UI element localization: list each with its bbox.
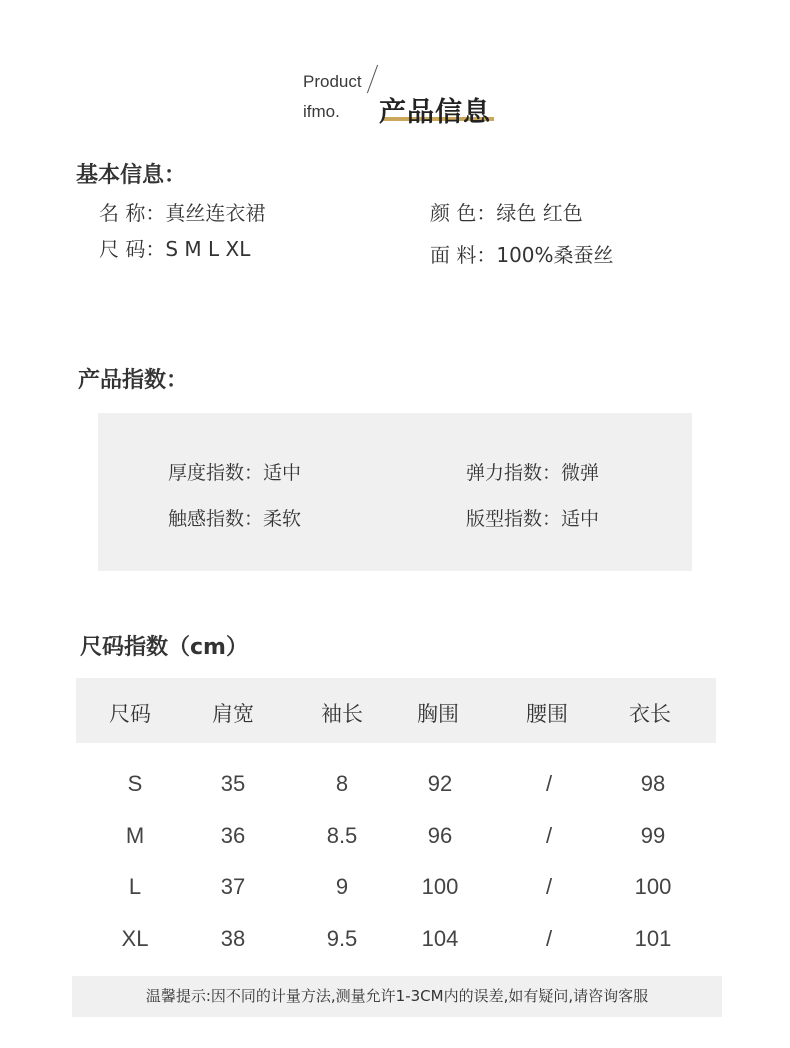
table-cell: 35 [220, 771, 246, 796]
table-cell: / [545, 822, 553, 848]
page-title: 产品信息 [379, 97, 491, 128]
table-cell: 36 [220, 822, 246, 848]
product-index-title: 产品指数： [78, 368, 189, 393]
header-cell-shoulder: 肩宽 [212, 702, 254, 726]
size-table [76, 678, 716, 961]
table-cell: 98 [640, 771, 666, 796]
product-fabric-value: 100%桑蚕丝 [496, 243, 614, 267]
table-cell: 100 [634, 874, 672, 899]
table-cell: 8.5 [326, 822, 358, 848]
product-size [99, 233, 250, 262]
table-cell: 92 [427, 771, 453, 796]
table-cell: / [545, 925, 553, 951]
basic-info-title: 基本信息： [76, 163, 187, 188]
product-size-label: 尺 码： [99, 237, 166, 261]
product-fabric [430, 239, 614, 268]
page-header [0, 0, 790, 140]
table-cell: 101 [634, 925, 672, 951]
table-cell: / [545, 874, 553, 899]
table-row [76, 755, 716, 807]
product-color [430, 197, 583, 226]
header-en-line2: ifmo. [303, 102, 340, 121]
table-cell: M [125, 822, 145, 848]
touch-index: 触感指数：柔软 [168, 508, 302, 530]
table-cell: 38 [220, 925, 246, 951]
header-cell-waist: 腰围 [526, 702, 568, 726]
table-row [76, 807, 716, 859]
table-cell: 100 [421, 874, 459, 899]
header-cell-bust: 胸围 [417, 702, 459, 726]
product-size-value: S M L XL [165, 237, 251, 261]
thickness-index: 厚度指数：适中 [168, 462, 302, 484]
table-cell: L [128, 874, 142, 899]
header-cell-size: 尺码 [109, 702, 151, 726]
product-name-value: 真丝连衣裙 [165, 201, 266, 225]
product-color-value: 绿色 红色 [496, 201, 583, 225]
table-cell: S [127, 771, 143, 796]
table-cell: XL [121, 925, 149, 951]
table-cell: 37 [220, 874, 246, 899]
table-cell: 99 [640, 822, 666, 848]
header-cell-length: 衣长 [629, 702, 671, 726]
product-name-label: 名 称： [99, 201, 166, 225]
table-cell: 104 [421, 925, 459, 951]
product-index-panel [98, 413, 692, 571]
notice-banner: 温馨提示:因不同的计量方法,测量允许1-3CM内的误差,如有疑问,请咨询客服 [72, 976, 722, 1017]
header-slash-divider [367, 65, 378, 94]
table-cell: / [545, 771, 553, 796]
elasticity-index: 弹力指数：微弹 [466, 462, 600, 484]
product-color-label: 颜 色： [430, 201, 497, 225]
product-name [99, 197, 265, 226]
size-table-header [76, 678, 716, 743]
fit-index: 版型指数：适中 [466, 508, 600, 530]
table-cell: 8 [335, 771, 349, 796]
size-chart-title: 尺码指数（cm） [80, 635, 248, 660]
table-cell: 9.5 [326, 925, 358, 951]
header-cell-sleeve: 袖长 [321, 702, 363, 726]
table-row [76, 910, 716, 962]
table-cell: 9 [335, 874, 349, 899]
product-fabric-label: 面 料： [430, 243, 497, 267]
table-cell: 96 [427, 822, 453, 848]
table-row [76, 858, 716, 910]
header-en-line1: Product [303, 72, 362, 91]
